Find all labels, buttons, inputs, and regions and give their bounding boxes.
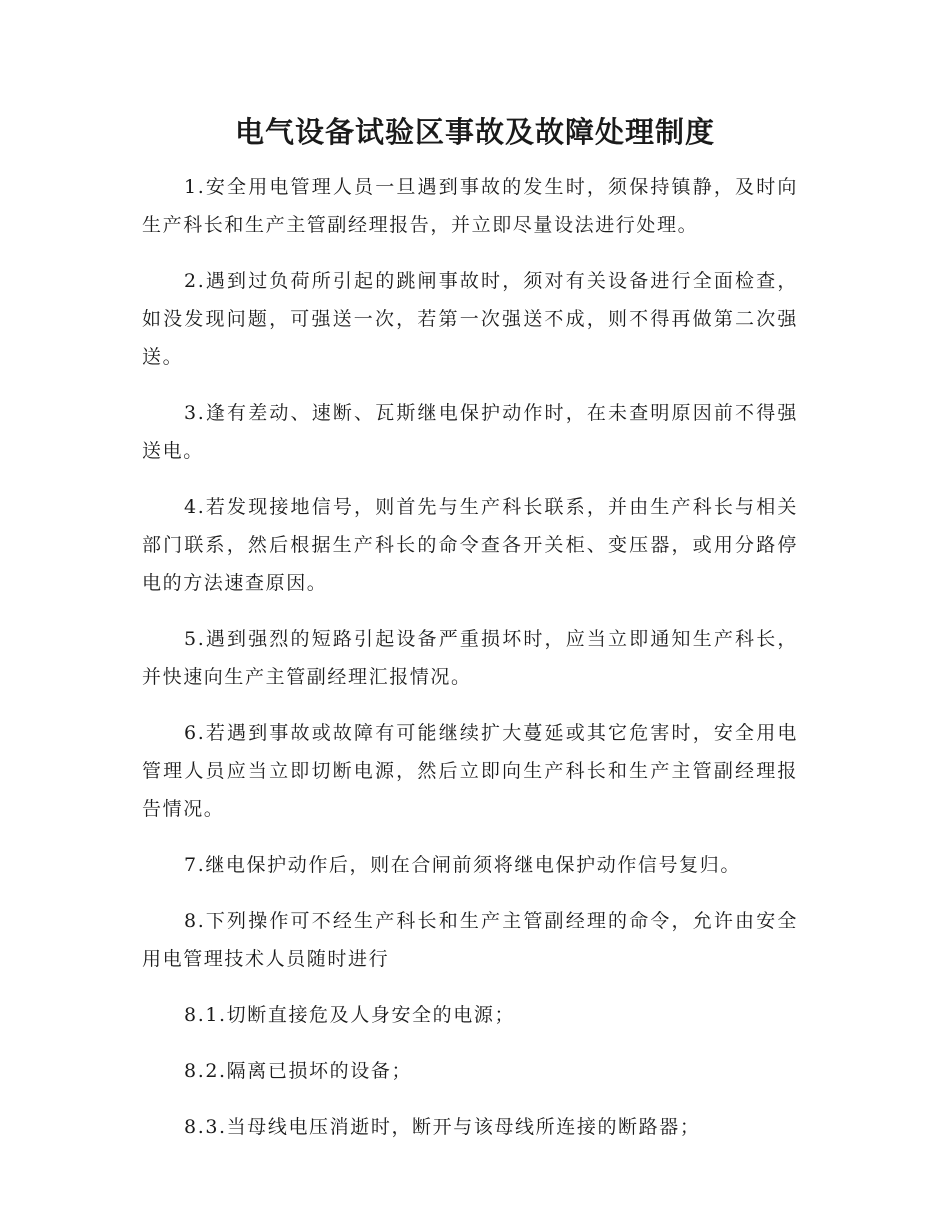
paragraph-6: 6.若遇到事故或故障有可能继续扩大蔓延或其它危害时，安全用电管理人员应当立即切断电源，然后立即向生产科长和生产主管副经理报告情况。 [142,722,798,820]
paragraph-2: 2.遇到过负荷所引起的跳闸事故时，须对有关设备进行全面检查，如没发现问题，可强送一次，若第一次强送不成，则不得再做第二次强送。 [142,270,798,368]
paragraph-5: 5.遇到强烈的短路引起设备严重损坏时，应当立即通知生产科长，并快速向生产主管副经理汇报情况。 [142,628,798,688]
document-title: 电气设备试验区事故及故障处理制度 [234,115,715,149]
paragraph-8-3: 8.3.当母线电压消逝时，断开与该母线所连接的断路器； [184,1116,701,1138]
paragraph-3: 3.逢有差动、速断、瓦斯继电保护动作时，在未查明原因前不得强送电。 [142,402,798,462]
paragraph-4: 4.若发现接地信号，则首先与生产科长联系，并由生产科长与相关部门联系，然后根据生产科长的命令查各开关柜、变压器，或用分路停电的方法速查原因。 [142,496,798,594]
document-body [142,168,798,1164]
paragraph-8: 8.下列操作可不经生产科长和生产主管副经理的命令，允许由安全用电管理技术人员随时进行 [142,910,798,970]
paragraph-7: 7.继电保护动作后，则在合闸前须将继电保护动作信号复归。 [184,854,741,876]
paragraph-8-1: 8.1.切断直接危及人身安全的电源； [184,1004,516,1026]
paragraph-1: 1.安全用电管理人员一旦遇到事故的发生时，须保持镇静，及时向生产科长和生产主管副经理报告，并立即尽量设法进行处理。 [142,176,798,236]
paragraph-8-2: 8.2.隔离已损坏的设备； [184,1060,413,1082]
